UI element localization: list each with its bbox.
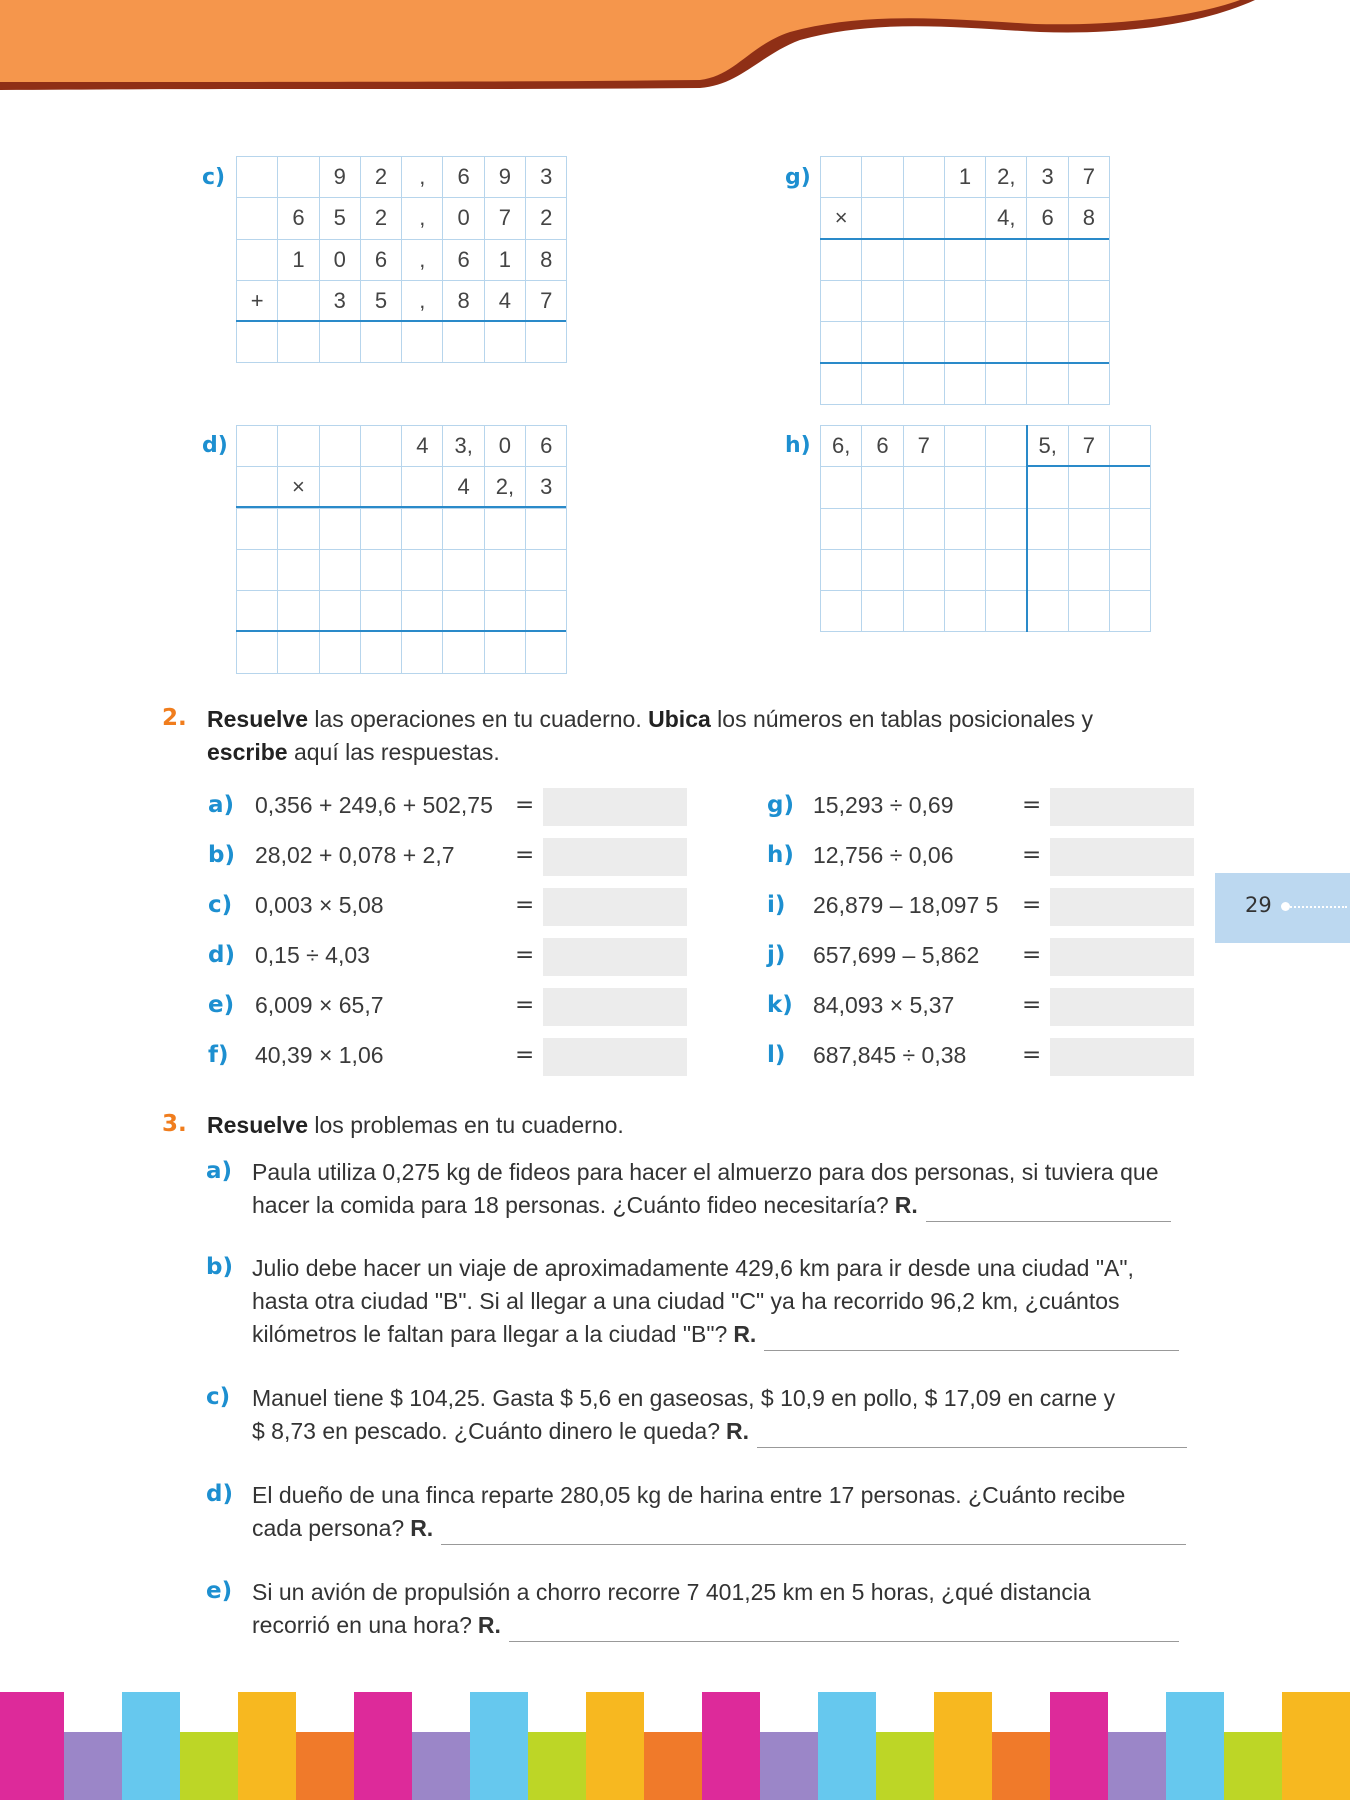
grid-cell[interactable] <box>903 322 944 363</box>
grid-cell[interactable] <box>944 426 985 467</box>
grid-cell[interactable] <box>237 632 278 673</box>
multiplication-grid-g <box>820 156 1110 405</box>
grid-cell[interactable]: 2 <box>360 157 401 198</box>
grid-cell[interactable] <box>821 322 862 363</box>
problem-line: Si un avión de propulsión a chorro recorre 7 401,25 km en 5 horas, ¿qué distancia <box>252 1579 1091 1605</box>
grid-cell[interactable] <box>443 322 484 363</box>
grid-cell[interactable] <box>1068 239 1109 280</box>
grid-cell[interactable] <box>237 426 278 467</box>
operation-label: k) <box>767 992 793 1018</box>
grid-cell[interactable] <box>1027 591 1068 632</box>
grid-cell[interactable]: , <box>402 157 443 198</box>
grid-cell[interactable] <box>903 508 944 549</box>
grid-cell[interactable] <box>821 508 862 549</box>
problem-line: Paula utiliza 0,275 kg de fideos para hacer el almuerzo para dos personas, si tuviera que <box>252 1159 1159 1185</box>
grid-cell[interactable] <box>237 467 278 508</box>
problem-line: Julio debe hacer un viaje de aproximadamente 429,6 km para ir desde una ciudad "A", <box>252 1255 1134 1281</box>
grid-cell[interactable]: 7 <box>903 426 944 467</box>
grid-cell[interactable] <box>986 549 1027 590</box>
problem-text <box>252 1252 1179 1351</box>
equals-sign: = <box>515 842 535 868</box>
grid-cell[interactable]: 5 <box>319 198 360 239</box>
grid-cell[interactable] <box>484 632 525 673</box>
grid-cell[interactable]: 3 <box>1027 157 1068 198</box>
answer-box[interactable] <box>1050 838 1194 876</box>
header-wave-banner <box>0 0 1350 100</box>
grid-cell[interactable] <box>443 549 484 590</box>
grid-cell[interactable] <box>944 549 985 590</box>
grid-cell[interactable]: 7 <box>1068 157 1109 198</box>
grid-cell[interactable] <box>1068 591 1109 632</box>
problem-label: e) <box>206 1578 233 1604</box>
equals-sign: = <box>515 942 535 968</box>
operation-expression: 40,39 × 1,06 <box>255 1042 384 1068</box>
grid-cell[interactable] <box>944 239 985 280</box>
question-3-number: 3. <box>162 1111 187 1137</box>
answer-box[interactable] <box>1050 1038 1194 1076</box>
answer-box[interactable] <box>543 788 687 826</box>
grid-cell[interactable] <box>944 591 985 632</box>
operation-expression: 657,699 – 5,862 <box>813 942 980 968</box>
problem-text <box>252 1156 1171 1222</box>
grid-cell[interactable] <box>862 508 903 549</box>
answer-box[interactable] <box>543 888 687 926</box>
grid-cell[interactable] <box>903 157 944 198</box>
answer-marker: R. <box>410 1515 434 1541</box>
grid-cell[interactable] <box>402 549 443 590</box>
q3-text-1: los problemas en tu cuaderno. <box>308 1112 624 1138</box>
grid-cell[interactable] <box>484 549 525 590</box>
grid-cell[interactable]: 3 <box>319 280 360 321</box>
operation-label: f) <box>208 1042 229 1068</box>
grid-cell[interactable] <box>360 508 401 549</box>
grid-cell[interactable] <box>986 280 1027 321</box>
grid-cell[interactable] <box>278 157 319 198</box>
grid-cell[interactable]: 8 <box>443 280 484 321</box>
grid-cell[interactable] <box>278 508 319 549</box>
q2-verb-escribe: escribe <box>207 739 288 765</box>
operation-label: l) <box>767 1042 786 1068</box>
grid-cell[interactable] <box>402 467 443 508</box>
grid-cell[interactable] <box>1068 467 1109 508</box>
grid-cell[interactable] <box>237 508 278 549</box>
grid-cell[interactable]: 3 <box>526 467 567 508</box>
answer-marker: R. <box>726 1418 750 1444</box>
grid-cell[interactable] <box>1110 508 1151 549</box>
grid-cell[interactable] <box>484 508 525 549</box>
grid-cell[interactable] <box>1110 467 1151 508</box>
problem-label: a) <box>206 1158 233 1184</box>
answer-box[interactable] <box>543 838 687 876</box>
grid-cell[interactable] <box>1027 363 1068 404</box>
grid-cell[interactable]: × <box>821 198 862 239</box>
grid-cell[interactable]: , <box>402 280 443 321</box>
grid-cell[interactable] <box>986 508 1027 549</box>
problem-line: hacer la comida para 18 personas. ¿Cuánto fideo necesitaría? <box>252 1192 889 1218</box>
q2-verb-ubica: Ubica <box>648 706 711 732</box>
operation-label: d) <box>208 942 235 968</box>
operation-label: a) <box>208 792 235 818</box>
grid-cell[interactable]: 6 <box>443 239 484 280</box>
grid-cell[interactable] <box>862 363 903 404</box>
grid-cell[interactable]: 2, <box>484 467 525 508</box>
equals-sign: = <box>1022 1042 1042 1068</box>
grid-cell[interactable] <box>319 591 360 632</box>
answer-box[interactable] <box>1050 788 1194 826</box>
grid-cell[interactable] <box>278 280 319 321</box>
grid-cell[interactable] <box>944 508 985 549</box>
grid-cell[interactable]: + <box>237 280 278 321</box>
grid-cell[interactable]: , <box>402 239 443 280</box>
problem-text <box>252 1576 1179 1642</box>
grid-cell[interactable] <box>237 157 278 198</box>
exercise-c-label: c) <box>202 165 226 190</box>
grid-cell[interactable]: 6 <box>360 239 401 280</box>
division-bracket-h <box>1026 465 1150 467</box>
grid-cell[interactable] <box>821 280 862 321</box>
grid-cell[interactable] <box>821 591 862 632</box>
grid-cell[interactable] <box>360 467 401 508</box>
grid-cell[interactable] <box>986 322 1027 363</box>
sum-line-c <box>236 320 566 322</box>
grid-cell[interactable] <box>944 322 985 363</box>
grid-cell[interactable] <box>944 198 985 239</box>
grid-cell[interactable] <box>821 363 862 404</box>
answer-box[interactable] <box>1050 938 1194 976</box>
grid-cell[interactable]: 9 <box>319 157 360 198</box>
grid-cell[interactable] <box>944 280 985 321</box>
addition-grid-c <box>236 156 567 363</box>
operation-expression: 6,009 × 65,7 <box>255 992 384 1018</box>
grid-cell[interactable]: 7 <box>1068 426 1109 467</box>
grid-cell[interactable]: 6, <box>821 426 862 467</box>
problem-line: recorrió en una hora? <box>252 1612 472 1638</box>
grid-cell[interactable]: 4 <box>484 280 525 321</box>
grid-cell[interactable] <box>903 239 944 280</box>
grid-cell[interactable] <box>319 632 360 673</box>
equals-sign: = <box>1022 892 1042 918</box>
grid-cell[interactable] <box>443 591 484 632</box>
grid-cell[interactable]: 5, <box>1027 426 1068 467</box>
grid-cell[interactable] <box>1027 322 1068 363</box>
grid-cell[interactable] <box>903 280 944 321</box>
grid-cell[interactable] <box>903 467 944 508</box>
division-bar-h <box>1026 425 1028 632</box>
grid-cell[interactable] <box>862 467 903 508</box>
multiplication-grid-d <box>236 425 567 674</box>
equals-sign: = <box>1022 992 1042 1018</box>
grid-cell[interactable] <box>862 198 903 239</box>
grid-cell[interactable] <box>360 591 401 632</box>
grid-cell[interactable] <box>986 591 1027 632</box>
grid-cell[interactable]: 4 <box>443 467 484 508</box>
grid-cell[interactable]: 1 <box>484 239 525 280</box>
operation-expression: 687,845 ÷ 0,38 <box>813 1042 967 1068</box>
grid-cell[interactable] <box>278 549 319 590</box>
grid-cell[interactable] <box>1068 322 1109 363</box>
grid-cell[interactable] <box>986 467 1027 508</box>
answer-box[interactable] <box>543 938 687 976</box>
grid-cell[interactable]: 6 <box>1027 198 1068 239</box>
equals-sign: = <box>1022 842 1042 868</box>
q2-text-3: aquí las respuestas. <box>287 739 500 765</box>
operation-label: e) <box>208 992 235 1018</box>
grid-cell[interactable] <box>986 239 1027 280</box>
grid-cell[interactable] <box>944 467 985 508</box>
grid-cell[interactable] <box>1068 280 1109 321</box>
problem-label: b) <box>206 1254 233 1280</box>
grid-cell[interactable] <box>1068 549 1109 590</box>
grid-cell[interactable] <box>360 322 401 363</box>
product-line-g-2 <box>820 362 1109 364</box>
operation-label: c) <box>208 892 233 918</box>
operation-expression: 28,02 + 0,078 + 2,7 <box>255 842 455 868</box>
grid-cell[interactable] <box>1027 508 1068 549</box>
problem-line: $ 8,73 en pescado. ¿Cuánto dinero le queda? <box>252 1418 721 1444</box>
page-dotted-line <box>1287 906 1347 910</box>
grid-cell[interactable] <box>237 198 278 239</box>
operation-expression: 0,356 + 249,6 + 502,75 <box>255 792 493 818</box>
grid-cell[interactable] <box>360 549 401 590</box>
answer-line[interactable] <box>441 1522 1186 1545</box>
grid-cell[interactable] <box>360 632 401 673</box>
grid-cell[interactable]: 7 <box>526 280 567 321</box>
division-grid-h <box>820 425 1151 632</box>
operation-expression: 0,003 × 5,08 <box>255 892 384 918</box>
answer-box[interactable] <box>543 1038 687 1076</box>
grid-cell[interactable] <box>526 632 567 673</box>
answer-line[interactable] <box>926 1199 1171 1222</box>
grid-cell[interactable] <box>986 363 1027 404</box>
operation-expression: 26,879 – 18,097 5 <box>813 892 999 918</box>
problem-line: kilómetros le faltan para llegar a la ciudad "B"? <box>252 1321 728 1347</box>
grid-cell[interactable]: 9 <box>484 157 525 198</box>
grid-cell[interactable] <box>319 467 360 508</box>
equals-sign: = <box>515 892 535 918</box>
grid-cell[interactable] <box>237 322 278 363</box>
problem-line: hasta otra ciudad "B". Si al llegar a una ciudad "C" ya ha recorrido 96,2 km, ¿cuántos <box>252 1288 1120 1314</box>
equals-sign: = <box>515 992 535 1018</box>
grid-cell[interactable]: 4, <box>986 198 1027 239</box>
answer-line[interactable] <box>509 1619 1179 1642</box>
grid-cell[interactable] <box>402 632 443 673</box>
operation-label: i) <box>767 892 786 918</box>
answer-box[interactable] <box>543 988 687 1026</box>
grid-cell[interactable] <box>443 632 484 673</box>
grid-cell[interactable] <box>319 508 360 549</box>
answer-marker: R. <box>477 1612 501 1638</box>
grid-cell[interactable] <box>278 426 319 467</box>
grid-cell[interactable] <box>903 198 944 239</box>
grid-cell[interactable] <box>1027 239 1068 280</box>
operation-label: b) <box>208 842 235 868</box>
grid-cell[interactable] <box>944 363 985 404</box>
answer-box[interactable] <box>1050 988 1194 1026</box>
equals-sign: = <box>515 1042 535 1068</box>
grid-cell[interactable]: 3 <box>526 157 567 198</box>
grid-cell[interactable]: 7 <box>484 198 525 239</box>
product-line-d-2 <box>236 630 566 632</box>
grid-cell[interactable] <box>443 508 484 549</box>
answer-line[interactable] <box>757 1425 1187 1448</box>
exercise-h-label: h) <box>785 433 811 458</box>
grid-cell[interactable] <box>319 322 360 363</box>
page-number-tab <box>1215 873 1350 943</box>
q2-text-2: los números en tablas posicionales y <box>710 706 1094 732</box>
grid-cell[interactable] <box>526 322 567 363</box>
grid-cell[interactable] <box>1110 549 1151 590</box>
grid-cell[interactable] <box>821 467 862 508</box>
grid-cell[interactable] <box>862 280 903 321</box>
grid-cell[interactable] <box>862 591 903 632</box>
grid-cell[interactable] <box>1068 508 1109 549</box>
grid-cell[interactable]: 6 <box>278 198 319 239</box>
problem-label: d) <box>206 1481 233 1507</box>
exercise-g-label: g) <box>785 165 811 190</box>
grid-cell[interactable] <box>402 508 443 549</box>
problem-line: Manuel tiene $ 104,25. Gasta $ 5,6 en gaseosas, $ 10,9 en pollo, $ 17,09 en carne y <box>252 1385 1116 1411</box>
page-number: 29 <box>1245 893 1272 917</box>
operation-label: g) <box>767 792 794 818</box>
grid-cell[interactable] <box>526 549 567 590</box>
grid-cell[interactable] <box>237 239 278 280</box>
question-2-number: 2. <box>162 705 187 731</box>
grid-cell[interactable]: 0 <box>443 198 484 239</box>
q2-text-1: las operaciones en tu cuaderno. <box>308 706 649 732</box>
grid-cell[interactable]: 8 <box>1068 198 1109 239</box>
grid-cell[interactable] <box>319 426 360 467</box>
grid-cell[interactable] <box>278 322 319 363</box>
grid-cell[interactable]: 6 <box>526 426 567 467</box>
problem-line: cada persona? <box>252 1515 405 1541</box>
operation-expression: 0,15 ÷ 4,03 <box>255 942 370 968</box>
operation-expression: 15,293 ÷ 0,69 <box>813 792 954 818</box>
grid-cell[interactable] <box>526 591 567 632</box>
grid-cell[interactable] <box>903 363 944 404</box>
grid-cell[interactable]: 3, <box>443 426 484 467</box>
grid-cell[interactable]: 6 <box>443 157 484 198</box>
grid-cell[interactable]: 8 <box>526 239 567 280</box>
grid-cell[interactable] <box>319 549 360 590</box>
grid-cell[interactable] <box>1110 591 1151 632</box>
answer-marker: R. <box>733 1321 757 1347</box>
operation-label: j) <box>767 942 786 968</box>
footer-color-stripes <box>0 1692 1350 1800</box>
operation-expression: 84,093 × 5,37 <box>813 992 955 1018</box>
grid-cell[interactable] <box>278 632 319 673</box>
grid-cell[interactable] <box>237 591 278 632</box>
grid-cell[interactable]: 6 <box>862 426 903 467</box>
equals-sign: = <box>515 792 535 818</box>
q3-verb-resuelve: Resuelve <box>207 1112 309 1138</box>
grid-cell[interactable]: 0 <box>319 239 360 280</box>
grid-cell[interactable] <box>821 157 862 198</box>
grid-cell[interactable]: 1 <box>944 157 985 198</box>
grid-cell[interactable]: 2 <box>360 198 401 239</box>
grid-cell[interactable] <box>1068 363 1109 404</box>
grid-cell[interactable]: , <box>402 198 443 239</box>
operation-expression: 12,756 ÷ 0,06 <box>813 842 954 868</box>
grid-cell[interactable]: 2, <box>986 157 1027 198</box>
grid-cell[interactable] <box>526 508 567 549</box>
grid-cell[interactable] <box>821 239 862 280</box>
problem-text <box>252 1479 1186 1545</box>
problem-text <box>252 1382 1187 1448</box>
grid-cell[interactable] <box>484 322 525 363</box>
grid-cell[interactable] <box>1027 549 1068 590</box>
grid-cell[interactable] <box>1027 467 1068 508</box>
grid-cell[interactable]: 4 <box>402 426 443 467</box>
grid-cell[interactable]: 5 <box>360 280 401 321</box>
grid-cell[interactable] <box>862 322 903 363</box>
grid-cell[interactable] <box>402 591 443 632</box>
grid-cell[interactable] <box>903 591 944 632</box>
grid-cell[interactable] <box>862 549 903 590</box>
answer-box[interactable] <box>1050 888 1194 926</box>
grid-cell[interactable] <box>862 157 903 198</box>
grid-cell[interactable]: × <box>278 467 319 508</box>
grid-cell[interactable] <box>986 426 1027 467</box>
exercise-d-label: d) <box>202 433 228 458</box>
grid-cell[interactable] <box>821 549 862 590</box>
grid-cell[interactable] <box>1110 426 1151 467</box>
grid-cell[interactable] <box>278 591 319 632</box>
grid-cell[interactable] <box>484 591 525 632</box>
grid-cell[interactable]: 1 <box>278 239 319 280</box>
problem-label: c) <box>206 1384 231 1410</box>
answer-line[interactable] <box>764 1328 1179 1351</box>
operation-label: h) <box>767 842 794 868</box>
grid-cell[interactable] <box>360 426 401 467</box>
answer-marker: R. <box>894 1192 918 1218</box>
grid-cell[interactable] <box>1027 280 1068 321</box>
grid-cell[interactable] <box>402 322 443 363</box>
q2-verb-resuelve: Resuelve <box>207 706 309 732</box>
question-2-instructions <box>207 703 1157 769</box>
grid-cell[interactable] <box>903 549 944 590</box>
question-3-instructions <box>207 1109 624 1142</box>
problem-line: El dueño de una finca reparte 280,05 kg de harina entre 17 personas. ¿Cuánto recibe <box>252 1482 1126 1508</box>
grid-cell[interactable] <box>862 239 903 280</box>
product-line-g-1 <box>820 238 1109 240</box>
product-line-d-1 <box>236 506 566 508</box>
equals-sign: = <box>1022 942 1042 968</box>
grid-cell[interactable]: 2 <box>526 198 567 239</box>
equals-sign: = <box>1022 792 1042 818</box>
grid-cell[interactable] <box>237 549 278 590</box>
grid-cell[interactable]: 0 <box>484 426 525 467</box>
